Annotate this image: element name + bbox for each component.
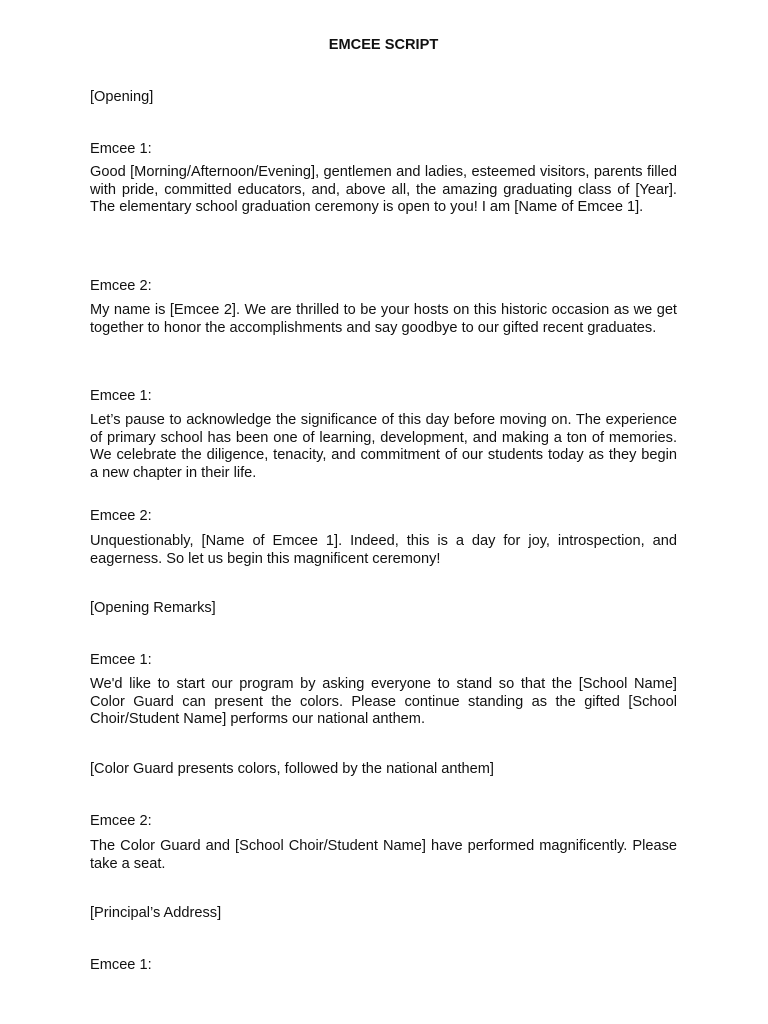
section-heading-principal-address: [Principal’s Address] <box>90 905 222 921</box>
section-heading-color-guard: [Color Guard presents colors, followed by the national anthem] <box>90 761 494 777</box>
speaker-label: Emcee 1: <box>90 388 152 404</box>
script-paragraph: Good [Morning/Afternoon/Evening], gentlemen and ladies, esteemed visitors, parents filled with pride, committed educators, and, above all, the amazing graduating class of [Year]. The elementary school graduation ceremony is open to you! I am [Name of Emcee 1]. <box>90 164 677 215</box>
speaker-label: Emcee 2: <box>90 278 152 294</box>
script-paragraph: My name is [Emcee 2]. We are thrilled to be your hosts on this historic occasion as we get together to honor the accomplishments and say goodbye to our gifted recent graduates. <box>90 302 677 336</box>
speaker-label: Emcee 1: <box>90 141 152 157</box>
speaker-label: Emcee 1: <box>90 652 152 668</box>
script-paragraph: Let’s pause to acknowledge the significance of this day before moving on. The experience of primary school has been one of learning, development, and making a ton of memories. We celebrate the diligence, tenacity, and commitment of our students today as they begin a new chapter in their life. <box>90 412 677 481</box>
section-heading-opening-remarks: [Opening Remarks] <box>90 600 216 616</box>
script-paragraph: We'd like to start our program by asking everyone to stand so that the [School Name] Color Guard can present the colors. Please continue standing as the gifted [School Choir/Student Name] performs our national anthem. <box>90 676 677 727</box>
section-heading-opening: [Opening] <box>90 89 154 105</box>
speaker-label: Emcee 2: <box>90 813 152 829</box>
script-paragraph: Unquestionably, [Name of Emcee 1]. Indeed, this is a day for joy, introspection, and eagerness. So let us begin this magnificent ceremony! <box>90 533 677 567</box>
speaker-label: Emcee 1: <box>90 957 152 973</box>
document-title: EMCEE SCRIPT <box>328 37 439 53</box>
script-paragraph: The Color Guard and [School Choir/Student Name] have performed magnificently. Please take a seat. <box>90 838 677 872</box>
speaker-label: Emcee 2: <box>90 508 152 524</box>
